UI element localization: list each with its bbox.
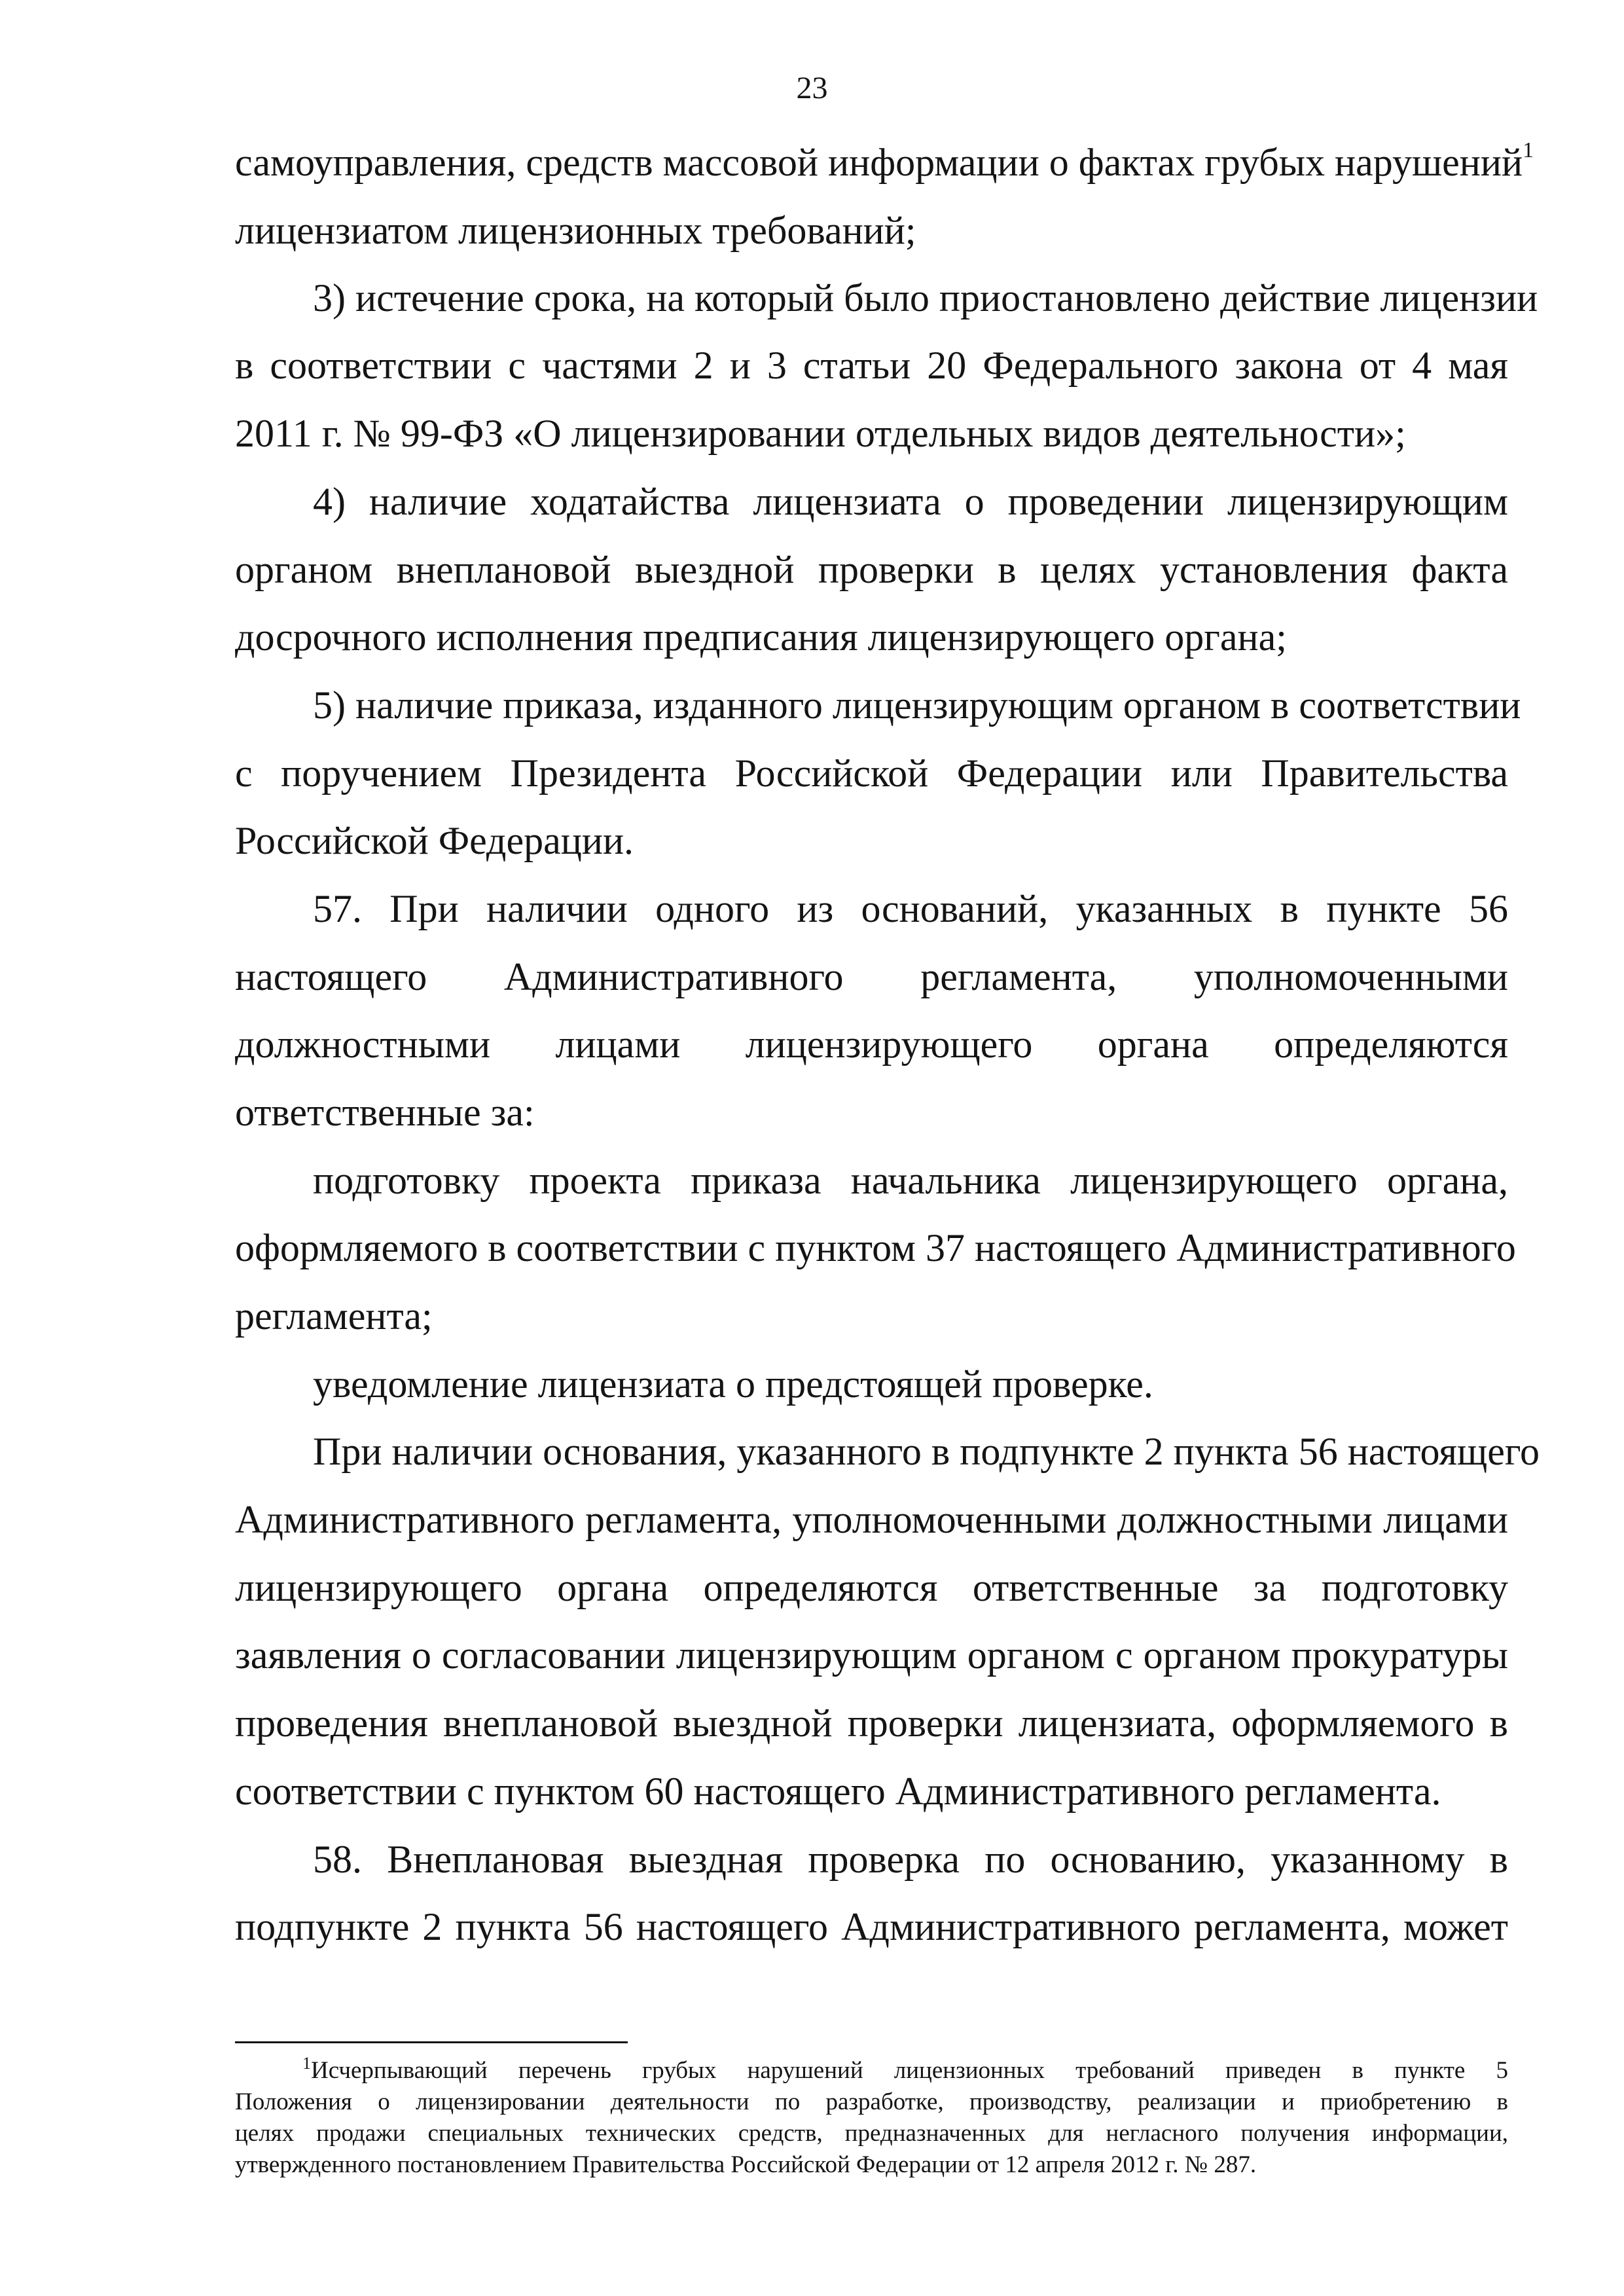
- text-line: При наличии основания, указанного в подпункте 2 пункта 56 настоящего: [313, 1430, 1540, 1473]
- text-line: 57. При наличии одного из оснований, указанных в пункте 56: [313, 887, 1508, 930]
- page-number: 23: [796, 71, 828, 105]
- text-line: подготовку проекта приказа начальника лицензирующего органа,: [313, 1159, 1508, 1202]
- text-line: 58. Внеплановая выездная проверка по основанию, указанному в: [313, 1838, 1508, 1881]
- footnote-separator: [235, 2041, 628, 2043]
- text-line: органом внеплановой выездной проверки в целях установления факта: [235, 548, 1508, 591]
- text-line: уведомление лицензиата о предстоящей проверке.: [313, 1362, 1153, 1406]
- text-line: ответственные за:: [235, 1091, 535, 1134]
- text-line: досрочного исполнения предписания лицензирующего органа;: [235, 615, 1287, 659]
- text-line: самоуправления, средств массовой информации о фактах грубых нарушений$^1$: [235, 138, 1534, 184]
- text-line: Российской Федерации.: [235, 819, 634, 862]
- text-line: настоящего Административного регламента, уполномоченными: [235, 955, 1508, 998]
- footnote-line: целях продажи специальных технических средств, предназначенных для негласного получения информации,: [235, 2120, 1508, 2147]
- text-line: в соответствии с частями 2 и 3 статьи 20 Федерального закона от 4 мая: [235, 344, 1508, 387]
- text-line: лицензиатом лицензионных требований;: [235, 209, 916, 252]
- text-line: оформляемого в соответствии с пунктом 37 настоящего Административного: [235, 1226, 1516, 1269]
- text-line: заявления о согласовании лицензирующим органом с органом прокуратуры: [235, 1633, 1508, 1677]
- text-line: подпункте 2 пункта 56 настоящего Административного регламента, может: [235, 1905, 1508, 1948]
- text-line: 2011 г. № 99-ФЗ «О лицензировании отдельных видов деятельности»;: [235, 412, 1406, 455]
- text-line: проведения внеплановой выездной проверки лицензиата, оформляемого в: [235, 1702, 1508, 1745]
- text-line: лицензирующего органа определяются ответственные за подготовку: [235, 1566, 1508, 1609]
- text-line: 4) наличие ходатайства лицензиата о проведении лицензирующим: [313, 480, 1508, 523]
- text-line: Административного регламента, уполномоченными должностными лицами: [235, 1498, 1508, 1541]
- footnote-line: утвержденного постановлением Правительства Российской Федерации от 12 апреля 2012 г. № 287.: [235, 2151, 1257, 2178]
- footnote-reference: 1: [1523, 138, 1534, 162]
- footnote-line: $^1$Исчерпывающий перечень грубых нарушений лицензионных требований приведен в пункте 5: [302, 2054, 1508, 2084]
- text-line: должностными лицами лицензирующего органа определяются: [235, 1023, 1508, 1066]
- footnote-marker: 1: [302, 2054, 311, 2073]
- text-line: 3) истечение срока, на который было приостановлено действие лицензии: [313, 276, 1538, 319]
- text-line: с поручением Президента Российской Федерации или Правительства: [235, 752, 1508, 795]
- text-line: 5) наличие приказа, изданного лицензирующим органом в соответствии: [313, 683, 1521, 727]
- text-line: соответствии с пунктом 60 настоящего Административного регламента.: [235, 1770, 1441, 1813]
- text-line: регламента;: [235, 1294, 433, 1338]
- footnote-line: Положения о лицензировании деятельности по разработке, производству, реализации и приобретению в: [235, 2088, 1508, 2115]
